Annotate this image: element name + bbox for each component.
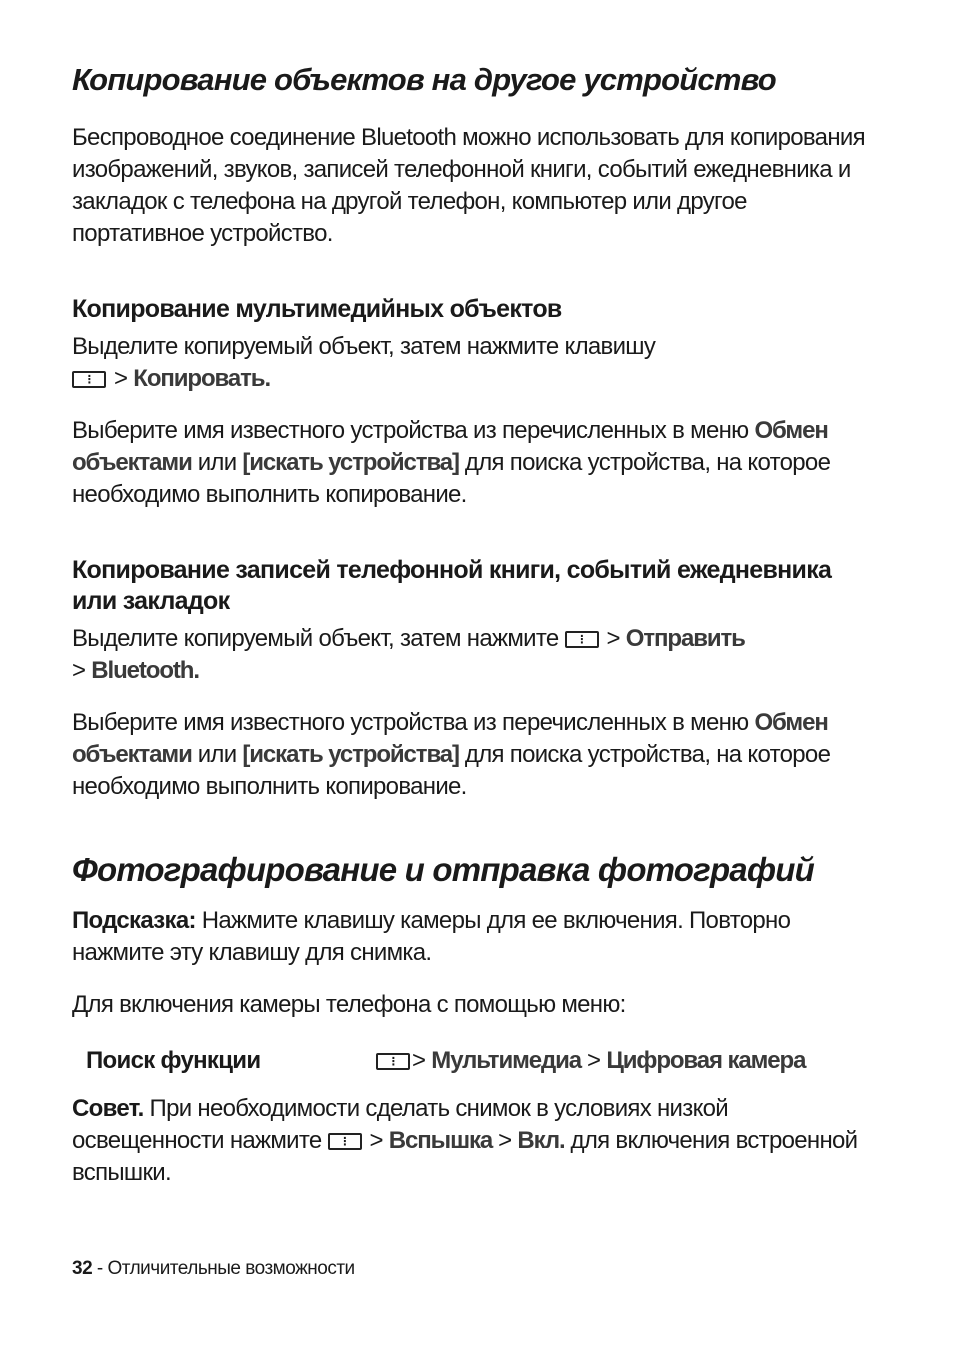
heading-copy-media: Копирование мультимедийных объектов: [72, 295, 562, 323]
section-title-photo: Фотографирование и отправка фотографий: [72, 851, 814, 888]
feature-label: Поиск функции: [86, 1047, 261, 1074]
menu-item-object-exchange: Обмен объектами: [72, 417, 828, 476]
intro-paragraph: Беспроводное соединение Bluetooth можно использовать для копирования изображений, звуков, записей телефонной книги, событий ежедневника и закладок с телефона на другой телефон, компьютер или другое портативное устройство.: [72, 124, 865, 247]
menu-intro: Для включения камеры телефона с помощью меню:: [72, 991, 626, 1018]
menu-item-search-devices: [искать устройства]: [242, 741, 459, 768]
media-step-1: Выделите копируемый объект, затем нажмите клавишу ⋮ > Копировать.: [72, 333, 656, 392]
menu-item-digital-camera: Цифровая камера: [606, 1047, 806, 1074]
page-footer: 32 - Отличительные возможности: [72, 1258, 355, 1279]
menu-item-on: Вкл.: [517, 1127, 565, 1154]
menu-key-icon: ⋮: [376, 1053, 410, 1070]
footer-section-name: Отличительные возможности: [107, 1258, 355, 1279]
menu-item-search-devices: [искать устройства]: [242, 449, 459, 476]
hint-label: Подсказка:: [72, 907, 196, 934]
media-step-2: Выберите имя известного устройства из перечисленных в меню Обмен объектами или [искать устройства] для поиска устройства, на которое необходимо выполнить копирование.: [72, 417, 831, 508]
menu-item-bluetooth: Bluetooth: [91, 657, 194, 684]
document-page: [72, 58, 872, 1189]
menu-item-multimedia: Мультимедиа: [431, 1047, 582, 1074]
menu-key-icon: ⋮: [328, 1133, 362, 1150]
menu-item-object-exchange: Обмен объектами: [72, 709, 828, 768]
hint-paragraph: Подсказка: Нажмите клавишу камеры для ее включения. Повторно нажмите эту клавишу для снимка.: [72, 907, 791, 966]
heading-copy-records: Копирование записей телефонной книги, событий ежедневника или закладок: [72, 556, 832, 615]
records-step-2: Выберите имя известного устройства из перечисленных в меню Обмен объектами или [искать устройства] для поиска устройства, на которое необходимо выполнить копирование.: [72, 709, 831, 800]
feature-path-row: Поиск функции ⋮ > Мультимедиа > Цифровая камера: [86, 1045, 872, 1077]
media-step-1-text: Выделите копируемый объект, затем нажмите клавишу: [72, 333, 656, 360]
tip-paragraph: Совет. При необходимости сделать снимок в условиях низкой освещенности нажмите ⋮ > Вспышка > Вкл. для включения встроенной вспышки.: [72, 1095, 858, 1186]
records-step-1: Выделите копируемый объект, затем нажмите ⋮ > Отправить > Bluetooth.: [72, 625, 745, 684]
menu-item-copy: Копировать: [133, 365, 265, 392]
page-number: 32: [72, 1258, 93, 1279]
tip-label: Совет.: [72, 1095, 144, 1122]
section-title-copy-objects: Копирование объектов на другое устройство: [72, 62, 776, 97]
menu-item-flash: Вспышка: [388, 1127, 493, 1154]
menu-key-icon: ⋮: [72, 371, 106, 388]
menu-item-send: Отправить: [625, 625, 745, 652]
menu-key-icon: ⋮: [565, 631, 599, 648]
